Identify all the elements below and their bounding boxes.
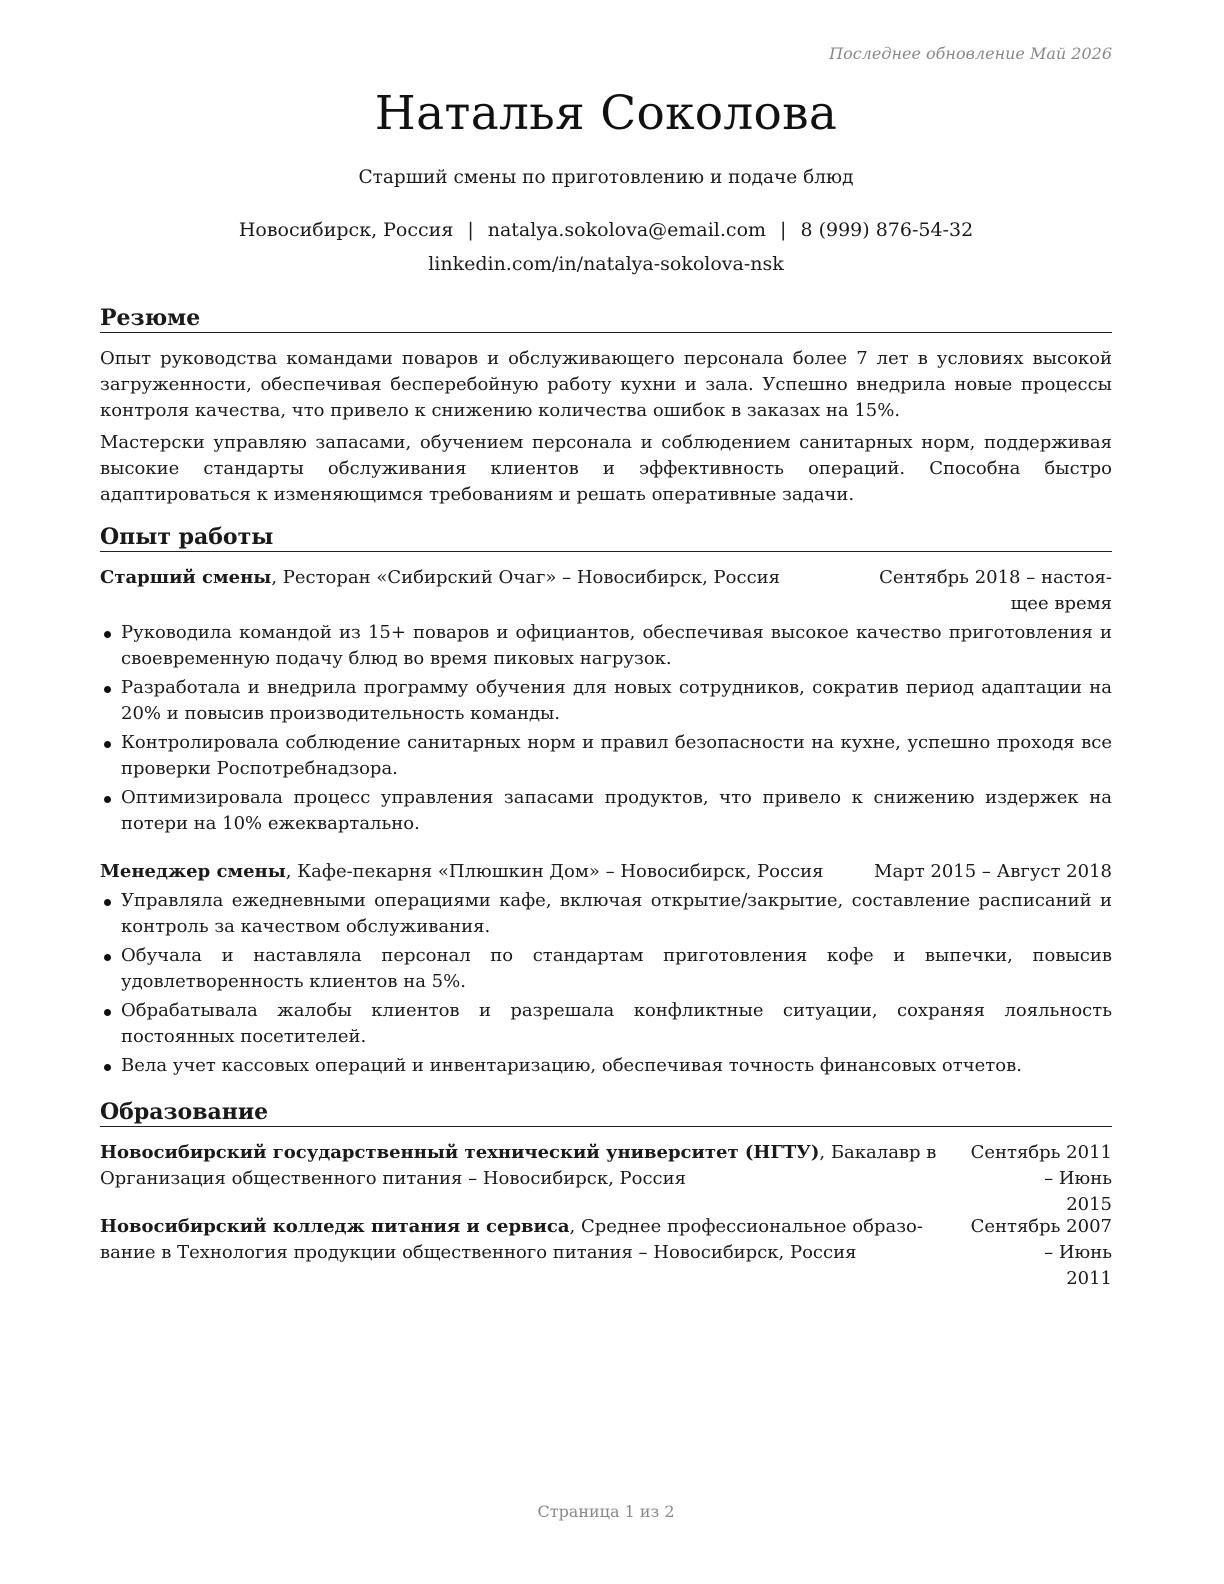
degree-field: вание в Технология продукции общественного питания – Новосибирск, Россия <box>100 1242 857 1263</box>
list-item: Обучала и наставляла персонал по стандартам приготовления кофе и выпечки, повысив удовлетворенность клиентов на 5%. <box>100 943 1112 995</box>
summary-paragraph-2: Мастерски управляю запасами, обучением персонала и соблюдением санитарных норм, поддерживая высокие стандарты обслуживания клиентов и эффективность операций. Способна быстро адаптироваться к изменяющимся требованиям и решать оперативные задачи. <box>100 432 1112 505</box>
list-item: Разработала и внедрила программу обучения для новых сотрудников, сократив период адаптации на 20% и повысив производительность команды. <box>100 675 1112 727</box>
list-item: Руководила командой из 15+ поваров и официантов, обеспечивая высокое качество приготовления и своевременную подачу блюд во время пиковых нагрузок. <box>100 620 1112 672</box>
section-title-summary: Резюме <box>100 305 1112 333</box>
school-name: Новосибирский колледж питания и сервиса <box>100 1216 570 1237</box>
separator: | <box>780 219 787 241</box>
school-name: Новосибирский государственный технический университет (НГТУ) <box>100 1142 820 1163</box>
job-bullets <box>100 620 1112 840</box>
job-header <box>100 565 1112 617</box>
job-header <box>100 859 1112 885</box>
education-dates-cont: 2015 <box>1066 1194 1112 1215</box>
summary-paragraph-1: Опыт руководства командами поваров и обслуживающего персонала более 7 лет в условиях высокой загруженности, обеспечивая бесперебойную работу кухни и зала. Успешно внедрила новые процессы контроля качества, что привело к снижению количества ошибок в заказах на 15%. <box>100 348 1112 421</box>
phone: 8 (999) 876-54-32 <box>800 219 974 241</box>
contact-line <box>100 219 1112 241</box>
job-place: , Кафе-пекарня «Плюшкин Дом» – Новосибирск, Россия <box>285 861 824 882</box>
list-item: Обрабатывала жалобы клиентов и разрешала конфликтные ситуации, сохраняя лояльность постоянных посетителей. <box>100 998 1112 1050</box>
list-item: Оптимизировала процесс управления запасами продуктов, что привело к снижению издержек на потери на 10% ежеквартально. <box>100 785 1112 837</box>
list-item: Вела учет кассовых операций и инвентаризацию, обеспечивая точность финансовых отчетов. <box>100 1053 1112 1079</box>
education-item <box>100 1214 1112 1289</box>
job-dates-cont: щее время <box>1010 593 1112 614</box>
education-dates: Сентябрь 2007 – Июнь <box>970 1216 1112 1263</box>
job-dates: Март 2015 – Август 2018 <box>874 861 1112 882</box>
education-item <box>100 1140 1112 1215</box>
degree: , Среднее профессиональное образо- <box>569 1216 923 1237</box>
section-title-experience: Опыт работы <box>100 524 1112 552</box>
list-item: Контролировала соблюдение санитарных норм и правил безопасности на кухне, успешно проходя все проверки Роспотребнадзора. <box>100 730 1112 782</box>
last-updated: Последнее обновление Май 2026 <box>829 44 1112 63</box>
section-title-education: Образование <box>100 1099 1112 1127</box>
degree: , Бакалавр в <box>819 1142 937 1163</box>
separator: | <box>467 219 474 241</box>
location: Новосибирск, Россия <box>238 219 454 241</box>
resume-page <box>100 0 1112 1584</box>
job-dates: Сентябрь 2018 – настоя- <box>879 567 1112 588</box>
education-dates: Сентябрь 2011 – Июнь <box>970 1142 1112 1189</box>
education-dates-cont: 2011 <box>1066 1268 1112 1289</box>
page-number: Страница 1 из 2 <box>537 1502 675 1521</box>
job-role: Менеджер смены <box>100 861 286 882</box>
job-role: Старший смены <box>100 567 272 588</box>
degree-field: Организация общественного питания – Новосибирск, Россия <box>100 1168 686 1189</box>
list-item: Управляла ежедневными операциями кафе, включая открытие/закрытие, составление расписаний и контроль за качеством обслуживания. <box>100 888 1112 940</box>
linkedin-link[interactable]: linkedin.com/in/natalya-sokolova-nsk <box>428 253 784 275</box>
candidate-title: Старший смены по приготовлению и подаче блюд <box>358 167 854 188</box>
candidate-name: Наталья Соколова <box>374 86 838 141</box>
job-place: , Ресторан «Сибирский Очаг» – Новосибирск, Россия <box>271 567 781 588</box>
job-bullets <box>100 888 1112 1082</box>
email-link[interactable]: natalya.sokolova@email.com <box>487 219 767 241</box>
